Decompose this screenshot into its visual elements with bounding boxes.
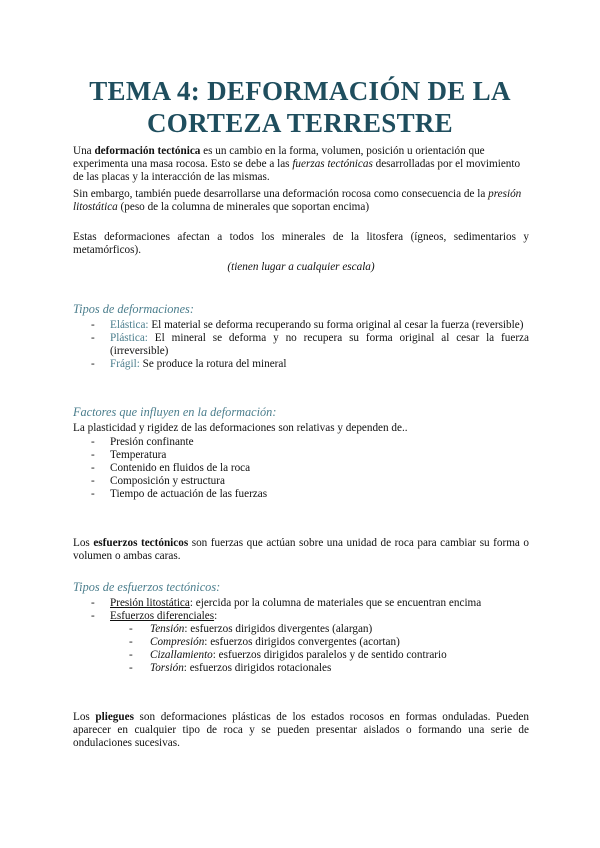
list-subitem: - Compresión: esfuerzos dirigidos convergentes (acortan) bbox=[129, 636, 400, 648]
intro-note: (tienen lugar a cualquier escala) bbox=[227, 261, 375, 273]
list-item: - Plástica: El mineral se deforma y no recupera su forma original al cesar la fuerza (irreversible) bbox=[91, 332, 529, 357]
list-item: - Contenido en fluidos de la roca bbox=[91, 462, 251, 474]
list-factores bbox=[73, 436, 529, 501]
section-heading-factores: Factores que influyen en la deformación: bbox=[73, 405, 277, 419]
page-title: TEMA 4: DEFORMACIÓN DE LA CORTEZA TERRESTRE bbox=[89, 76, 511, 138]
list-tipos-deformaciones bbox=[73, 319, 529, 371]
list-subitem: - Torsión: esfuerzos dirigidos rotacionales bbox=[129, 662, 332, 674]
list-subitem: - Tensión: esfuerzos dirigidos divergentes (alargan) bbox=[129, 623, 373, 635]
list-item: - Esfuerzos diferenciales: bbox=[91, 610, 218, 622]
intro-paragraph-2: Sin embargo, también puede desarrollarse una deformación rocosa como consecuencia de la presión litostática (peso de la columna de minerales que soportan encima) bbox=[73, 188, 522, 213]
pliegues-paragraph: Los pliegues son deformaciones plásticas de los estados rocosos en formas onduladas. Pueden aparecer en cualquier tipo de roca y se pueden presentar aislados o formando una serie de ondulaciones sucesivas. bbox=[73, 711, 529, 749]
list-item: - Presión litostática: ejercida por la columna de materiales que se encuentran encima bbox=[91, 597, 482, 609]
list-item: - Presión confinante bbox=[91, 436, 194, 448]
list-item: - Composición y estructura bbox=[91, 475, 225, 487]
section-heading-tipos-esfuerzos: Tipos de esfuerzos tectónicos: bbox=[73, 580, 221, 594]
list-item: - Tiempo de actuación de las fuerzas bbox=[91, 488, 268, 500]
list-item: - Frágil: Se produce la rotura del mineral bbox=[91, 358, 287, 370]
factores-intro: La plasticidad y rigidez de las deformaciones son relativas y dependen de.. bbox=[73, 422, 408, 434]
intro-paragraph-1: Una deformación tectónica es un cambio en la forma, volumen, posición u orientación que experimenta una masa rocosa. Esto se debe a las fuerzas tectónicas desarrolladas por el movimiento de las placas y la interacción de las mismas. bbox=[73, 145, 521, 183]
esfuerzos-paragraph: Los esfuerzos tectónicos son fuerzas que actúan sobre una unidad de roca para cambiar su forma o volumen o ambas caras. bbox=[73, 537, 530, 562]
section-heading-tipos-deformaciones: Tipos de deformaciones: bbox=[73, 302, 194, 316]
list-item: - Temperatura bbox=[91, 449, 167, 461]
list-tipos-esfuerzos bbox=[73, 597, 529, 675]
intro-paragraph-3: Estas deformaciones afectan a todos los minerales de la litosfera (ígneos, sedimentarios y metamórficos). bbox=[73, 231, 529, 256]
list-subitem: - Cizallamiento: esfuerzos dirigidos paralelos y de sentido contrario bbox=[129, 649, 447, 661]
list-item: - Elástica: El material se deforma recuperando su forma original al cesar la fuerza (reversible) bbox=[91, 319, 524, 331]
